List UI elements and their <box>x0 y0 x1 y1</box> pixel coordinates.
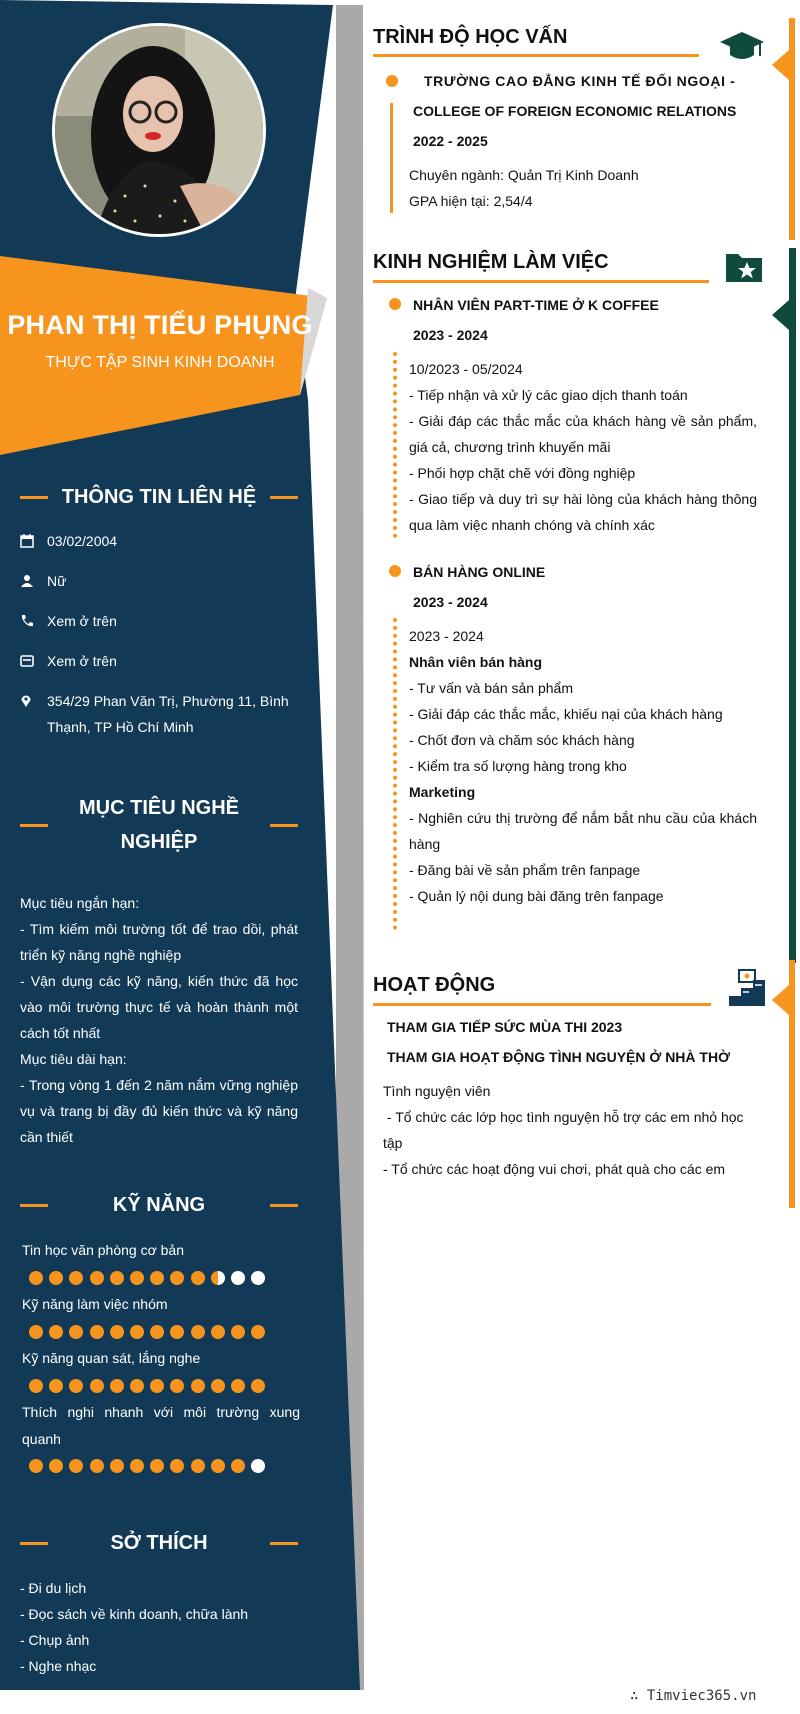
skill-dot <box>211 1379 225 1393</box>
heading-dash <box>270 496 298 499</box>
skill-dot <box>231 1459 245 1473</box>
contact-phone <box>20 608 300 634</box>
objective-line: - Tìm kiếm môi trường tốt để trao dồi, phát triển kỹ năng nghề nghiệp <box>20 921 298 963</box>
job-line: - Kiểm tra số lượng hàng trong kho <box>409 758 627 774</box>
job-timeline <box>393 618 401 930</box>
skill-dot <box>191 1271 205 1285</box>
footer-brand: ∴ Timviec365.vn <box>630 1688 757 1704</box>
skill-dot <box>150 1459 164 1473</box>
job-line: - Phối hợp chặt chẽ với đồng nghiệp <box>409 465 636 481</box>
activities-underline <box>373 1003 711 1006</box>
skill-name: Tin học văn phòng cơ bản <box>22 1242 184 1258</box>
skill-dot <box>231 1379 245 1393</box>
skill-dot <box>29 1459 43 1473</box>
portrait-photo <box>55 26 263 234</box>
skill-dot <box>90 1379 104 1393</box>
school-name-en: COLLEGE OF FOREIGN ECONOMIC RELATIONS <box>413 103 737 119</box>
skill-rating <box>29 1379 265 1393</box>
education-detail: GPA hiện tại: 2,54/4 <box>409 193 533 209</box>
hobby-item: - Đi du lịch <box>20 1580 87 1596</box>
skills-title: KỸ NĂNG <box>112 1194 206 1216</box>
skill-rating <box>29 1271 265 1285</box>
skill-dot <box>231 1271 245 1285</box>
skill-dot <box>191 1325 205 1339</box>
job-title: BÁN HÀNG ONLINE <box>413 564 546 580</box>
graduation-cap-icon <box>720 30 764 69</box>
contact-gender <box>20 568 300 594</box>
contact-text: Xem ở trên <box>47 653 117 669</box>
hobby-item: - Chụp ảnh <box>20 1632 90 1648</box>
skill-dot <box>251 1459 265 1473</box>
skill-dot <box>90 1271 104 1285</box>
job-line: - Tư vấn và bán sản phẩm <box>409 680 573 696</box>
hobbies-title: SỞ THÍCH <box>110 1532 208 1554</box>
heading-dash <box>20 496 48 499</box>
heading-dash <box>20 824 48 827</box>
skill-dot <box>170 1379 184 1393</box>
activity-heading: THAM GIA HOẠT ĐỘNG TÌNH NGUYỆN Ở NHÀ THỜ <box>387 1049 731 1065</box>
contact-text: 03/02/2004 <box>47 533 118 549</box>
job-line: - Giải đáp các thắc mắc, khiếu nại của khách hàng <box>409 706 723 722</box>
activity-description <box>383 1078 755 1182</box>
skill-dot <box>69 1379 83 1393</box>
education-details <box>409 162 639 214</box>
skill-rating <box>29 1459 265 1473</box>
job-line: - Nghiên cứu thị trường để nắm bắt nhu cầu của khách hàng <box>409 810 757 852</box>
heading-dash <box>20 1542 48 1545</box>
activity-line: Tình nguyện viên <box>383 1083 491 1099</box>
job-line: - Chốt đơn và chăm sóc khách hàng <box>409 732 635 748</box>
education-bullet <box>386 75 398 87</box>
email-icon <box>20 648 47 674</box>
objective-line: - Trong vòng 1 đến 2 năm nắm vững nghiệp vụ và trang bị đầy đủ kiến thức và kỹ năng cần thiết <box>20 1077 298 1145</box>
objective-heading <box>20 791 298 859</box>
skill-dot <box>130 1459 144 1473</box>
calendar-icon <box>20 528 47 554</box>
job-title: NHÂN VIÊN PART-TIME Ở K COFFEE <box>413 297 659 313</box>
skill-dot <box>170 1325 184 1339</box>
education-underline <box>373 54 699 57</box>
education-title: TRÌNH ĐỘ HỌC VẤN <box>373 26 568 48</box>
contact-heading <box>20 480 298 514</box>
skill-dot <box>211 1325 225 1339</box>
skill-dot <box>150 1379 164 1393</box>
hobbies-list <box>20 1575 298 1679</box>
contact-title: THÔNG TIN LIÊN HỆ <box>61 486 257 508</box>
skill-dot <box>110 1271 124 1285</box>
skill-dot <box>191 1459 205 1473</box>
objective-line: Mục tiêu dài hạn: <box>20 1051 127 1067</box>
skill-dot <box>69 1271 83 1285</box>
job-role-heading: Nhân viên bán hàng <box>409 654 543 670</box>
hobbies-heading <box>20 1526 298 1560</box>
job-line: - Đăng bài về sản phẩm trên fanpage <box>409 862 641 878</box>
skill-name: Thích nghi nhanh với môi trường xung quanh <box>22 1404 300 1447</box>
skill-dot <box>150 1271 164 1285</box>
job-line: 10/2023 - 05/2024 <box>409 361 523 377</box>
skill-name: Kỹ năng quan sát, lắng nghe <box>22 1350 201 1366</box>
skills-heading <box>20 1188 298 1222</box>
job-period: 2023 - 2024 <box>413 327 488 343</box>
podium-icon <box>727 968 767 1013</box>
job-period: 2023 - 2024 <box>413 594 488 610</box>
heading-dash <box>270 1204 298 1207</box>
skill-dot <box>90 1325 104 1339</box>
contact-text: 354/29 Phan Văn Trị, Phường 11, Bình Thạnh, TP Hồ Chí Minh <box>47 693 289 735</box>
skill-dot <box>110 1379 124 1393</box>
skill-dot <box>211 1459 225 1473</box>
activity-heading: THAM GIA TIẾP SỨC MÙA THI 2023 <box>387 1019 623 1035</box>
heading-dash <box>270 1542 298 1545</box>
skill-dot <box>110 1459 124 1473</box>
experience-underline <box>373 280 709 283</box>
objective-line: Mục tiêu ngắn hạn: <box>20 895 140 911</box>
candidate-name: PHAN THỊ TIỂU PHỤNG <box>7 310 313 340</box>
contact-text: Xem ở trên <box>47 613 117 629</box>
experience-title: KINH NGHIỆM LÀM VIỆC <box>373 251 609 273</box>
skill-dot <box>90 1459 104 1473</box>
skill-dot <box>49 1459 63 1473</box>
skill-dot <box>130 1271 144 1285</box>
location-icon <box>20 688 47 740</box>
heading-dash <box>20 1204 48 1207</box>
contact-birthday <box>20 528 300 554</box>
job-timeline <box>393 352 401 538</box>
job-line: - Giải đáp các thắc mắc của khách hàng về sản phẩm, giá cả, chương trình khuyến mãi <box>409 413 757 455</box>
skill-dot <box>29 1379 43 1393</box>
skill-dot <box>29 1325 43 1339</box>
activity-line: - Tổ chức các lớp học tình nguyện hỗ trợ các em nhỏ học tập <box>383 1109 748 1151</box>
candidate-role: THỰC TẬP SINH KINH DOANH <box>45 354 275 371</box>
job-line: - Quản lý nội dung bài đăng trên fanpage <box>409 888 664 904</box>
job-bullet <box>389 565 401 577</box>
objective-text <box>20 890 298 1150</box>
job-bullet <box>389 298 401 310</box>
job-description <box>409 356 757 538</box>
phone-icon <box>20 608 47 634</box>
skill-dot <box>170 1459 184 1473</box>
education-detail: Chuyên ngành: Quản Trị Kinh Doanh <box>409 167 639 183</box>
skill-dot <box>251 1271 265 1285</box>
contact-email <box>20 648 300 674</box>
skill-dot <box>191 1379 205 1393</box>
activities-title: HOẠT ĐỘNG <box>373 974 496 996</box>
activity-line: - Tổ chức các hoạt động vui chơi, phát quà cho các em <box>383 1161 726 1177</box>
skill-dot <box>251 1379 265 1393</box>
skill-dot <box>150 1325 164 1339</box>
skill-dot <box>49 1271 63 1285</box>
job-line: 2023 - 2024 <box>409 628 484 644</box>
skill-dot <box>69 1459 83 1473</box>
contact-text: Nữ <box>47 573 67 589</box>
skill-dot <box>130 1325 144 1339</box>
skill-dot <box>69 1325 83 1339</box>
objective-line: - Vận dụng các kỹ năng, kiến thức đã học vào môi trường thực tế và hoàn thành một cách tốt nhất <box>20 973 298 1041</box>
user-icon <box>20 568 47 594</box>
school-name: TRƯỜNG CAO ĐẲNG KINH TẾ ĐỐI NGOẠI - <box>424 73 736 89</box>
skill-dot <box>251 1325 265 1339</box>
education-timeline <box>390 103 393 213</box>
skill-dot <box>110 1325 124 1339</box>
folder-star-icon <box>724 250 764 289</box>
objective-title: MỤC TIÊU NGHỀ NGHIỆP <box>79 797 239 853</box>
skill-dot <box>49 1325 63 1339</box>
skill-dot <box>130 1379 144 1393</box>
skill-dot <box>29 1271 43 1285</box>
job-description <box>409 623 757 909</box>
skill-name: Kỹ năng làm việc nhóm <box>22 1296 168 1312</box>
job-line: - Giao tiếp và duy trì sự hài lòng của khách hàng thông qua làm việc nhanh chóng và chính xác <box>409 491 757 533</box>
job-line: - Tiếp nhận và xử lý các giao dịch thanh toán <box>409 387 688 403</box>
hobby-item: - Nghe nhạc <box>20 1658 97 1674</box>
skill-dot <box>49 1379 63 1393</box>
job-role-heading: Marketing <box>409 784 476 800</box>
heading-dash <box>270 824 298 827</box>
skill-dot <box>231 1325 245 1339</box>
profile-photo <box>52 23 266 237</box>
education-period: 2022 - 2025 <box>413 133 488 149</box>
skill-rating <box>29 1325 265 1339</box>
hobby-item: - Đọc sách về kinh doanh, chữa lành <box>20 1606 249 1622</box>
contact-address <box>20 688 300 740</box>
skill-dot <box>170 1271 184 1285</box>
skill-dot <box>211 1271 225 1285</box>
